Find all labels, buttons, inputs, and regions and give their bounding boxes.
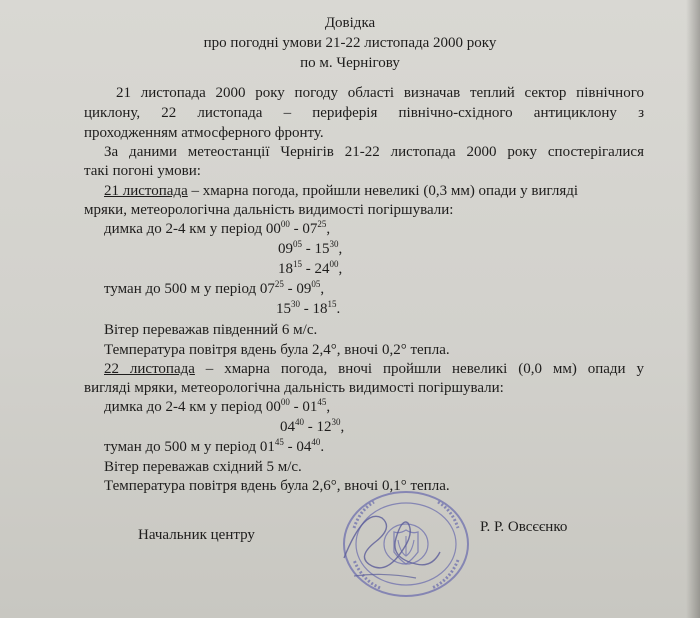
day1-haze-period-2: $09^{05} - 15^{30}$, — [278, 239, 343, 257]
day1-fog-period-2: $15^{30} - 18^{15}$. — [276, 299, 341, 317]
day2-line-2: вигляді мряки, метеорологічна дальність видимості погіршували: — [84, 380, 504, 396]
data-intro-line-1: За даними метеостанції Чернігів 21-22 листопада 2000 року спостерігалися — [104, 144, 644, 160]
day2-line1-rest: – хмарна погода, вночі пройшли невеликі (0,0 мм) опади у — [194, 361, 644, 377]
day1-line-2: мряки, метеорологічна дальність видимості погіршували: — [84, 202, 454, 218]
day2-haze-period-2: $04^{40} - 12^{30}$, — [280, 417, 345, 435]
intro-line-2: циклону, 22 листопада – периферія північно-східного антициклону з — [84, 105, 644, 121]
document-subtitle-city: по м. Чернігову — [300, 55, 400, 71]
data-intro-line-2: такі погоні умови: — [84, 163, 201, 179]
day2-haze-label: димка до 2-4 км у період — [104, 399, 266, 415]
day2-temperature: Температура повітря вдень була 2,6°, вночі 0,1° тепла. — [104, 478, 450, 494]
signature-name: Р. Р. Овсєєнко — [480, 519, 568, 535]
document-subtitle: про погодні умови 21-22 листопада 2000 року — [203, 35, 497, 51]
day1-label: 21 листопада — [104, 183, 188, 199]
day1-heading-line — [104, 182, 578, 201]
day2-haze-line-1 — [104, 398, 330, 417]
day2-haze-period-1: $00^{00} - 01^{45}$, — [265, 397, 331, 415]
day2-fog-period-1: $01^{45} - 04^{40}$. — [259, 437, 325, 455]
day1-temperature: Температура повітря вдень була 2,4°, вночі 0,2° тепла. — [104, 342, 450, 358]
page-edge-shadow — [686, 0, 700, 618]
day2-fog-line-1 — [104, 438, 324, 457]
day1-haze-period-3: $18^{15} - 24^{00}$, — [278, 259, 343, 277]
day2-label: 22 листопада — [104, 361, 195, 377]
day1-fog-label: туман до 500 м у період — [104, 281, 260, 297]
day1-line1-rest: – хмарна погода, пройшли невеликі (0,3 мм) опади у вигляді — [187, 183, 579, 199]
day1-haze-line-1 — [104, 220, 330, 239]
day2-heading-line — [104, 360, 644, 379]
day1-haze-period-1: $00^{00} - 07^{25}$, — [265, 219, 331, 237]
day1-fog-line-1 — [104, 280, 324, 299]
intro-line-3: проходженням атмосферного фронту. — [84, 125, 324, 141]
day1-fog-period-1: $07^{25} - 09^{05}$, — [259, 279, 325, 297]
day2-wind: Вітер переважав східний 5 м/с. — [104, 459, 302, 475]
day1-wind: Вітер переважав південний 6 м/с. — [104, 322, 318, 338]
handwritten-signature — [324, 488, 444, 588]
signature-position: Начальник центру — [138, 527, 255, 543]
day1-haze-label: димка до 2-4 км у період — [104, 221, 266, 237]
day2-fog-label: туман до 500 м у період — [104, 439, 260, 455]
document-title: Довідка — [324, 15, 376, 31]
intro-line-1: 21 листопада 2000 року погоду області визначав теплий сектор північного — [116, 85, 644, 101]
